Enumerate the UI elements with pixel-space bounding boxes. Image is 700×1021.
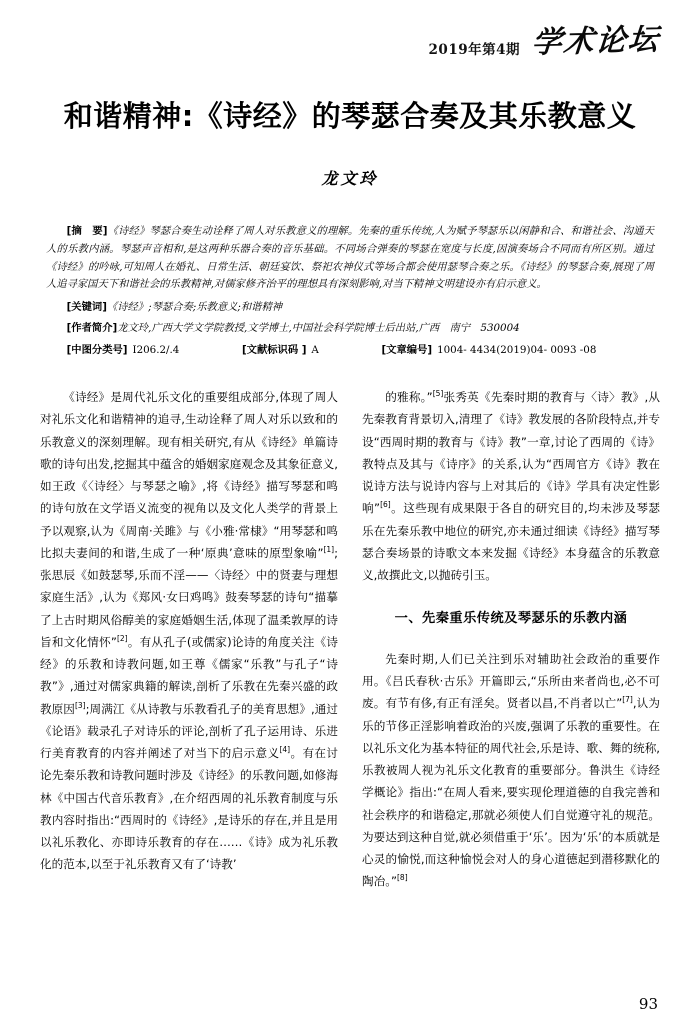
section-heading: 一、先秦重乐传统及琴瑟乐的乐教内涵 bbox=[394, 611, 628, 627]
doc-code-value: A bbox=[311, 344, 319, 357]
author-name: 龙文玲 bbox=[321, 169, 379, 189]
body-text-segment: 张秀英《先秦时期的教育与〈诗〉教》,从先秦教育背景切入,清理了《诗》教发展的各阶段特点,并专设“西周时期的教育与《诗》教”一章,讨论了西周的《诗》教特点及其与《诗序》的关系,认为“西周官方《诗》教在说诗方法与说诗内容与上对其后的《诗》学具有决定性影响” bbox=[362, 390, 660, 516]
clc-group bbox=[46, 342, 179, 360]
title-block bbox=[40, 98, 660, 189]
doc-code-label: [文献标识码 ] bbox=[241, 344, 307, 357]
body-text-segment: 先秦时期,人们已关注到乐对辅助社会政治的重要作用。《吕氏春秋·古乐》开篇即云,“乐所由来者尚也,必不可废。有节有侈,有正有淫矣。贤者以昌,不肖者以亡” bbox=[362, 651, 660, 711]
article-id-label: [文章编号] bbox=[381, 344, 433, 357]
issue-number: 2019年第4期 bbox=[428, 42, 520, 58]
article-id-group bbox=[361, 342, 597, 360]
author-bio-label: [作者简介] bbox=[66, 321, 118, 334]
right-column-paragraph-2 bbox=[362, 648, 660, 893]
reference-marker: [7] bbox=[622, 695, 633, 705]
journal-title: 学术论坛 bbox=[530, 22, 662, 61]
body-text-segment: 《诗经》是周代礼乐文化的重要组成部分,体现了周人对礼乐文化和谐精神的追寻,生动诠释了周人对乐以致和的乐教意义的深刻理解。现有相关研究,有从《诗经》单篇诗歌的诗句出发,挖掘其中蕴含的婚姻家庭观念及其象征意义,如王政《〈诗经〉与琴瑟之喻》,将《诗经》描写琴瑟和鸣的诗句放在文学语义流变的视角以及文化人类学的背景上予以观察,认为《周南·关雎》与《小雅·常棣》“用琴瑟和鸣比拟夫妻间的和谐,生成了一种‘原典’意味的原型象喻” bbox=[40, 390, 338, 560]
keywords-text: 《诗经》;琴瑟合奏;乐教意义;和谐精神 bbox=[106, 301, 283, 314]
page-title: 和谐精神:《诗经》的琴瑟合奏及其乐教意义 bbox=[63, 99, 637, 133]
right-column-paragraph bbox=[362, 386, 660, 586]
page-number: 93 bbox=[638, 995, 658, 1013]
reference-marker: [1] bbox=[323, 545, 335, 555]
clc-label: [中图分类号] bbox=[66, 344, 128, 357]
journal-header bbox=[40, 0, 660, 62]
body-text-segment: 。这些现有成果限于各自的研究目的,均未涉及琴瑟乐在先秦乐教中地位的研究,亦未通过细读《诗经》描写琴瑟合奏场景的诗歌文本来发掘《诗经》本身蕴含的乐教意义,故撰此文,以抛砖引玉。 bbox=[362, 501, 660, 583]
clc-value: I206.2/.4 bbox=[132, 344, 180, 357]
keywords-block bbox=[46, 299, 654, 317]
left-column-paragraph bbox=[40, 386, 338, 876]
reference-marker: [5] bbox=[432, 389, 444, 399]
author-bio-block bbox=[46, 320, 654, 338]
reference-marker: [3] bbox=[74, 700, 86, 710]
abstract-label: [摘 要] bbox=[66, 225, 108, 238]
reference-marker: [4] bbox=[279, 745, 291, 755]
article-id-value: 1004- 4434(2019)04- 0093 -08 bbox=[437, 344, 597, 357]
body-columns bbox=[40, 386, 660, 892]
body-text-segment: 的雅称。” bbox=[385, 390, 433, 405]
doc-code-group bbox=[221, 342, 319, 360]
front-matter bbox=[40, 223, 660, 360]
body-text-segment: ;张思辰《如鼓瑟琴,乐而不淫——〈诗经〉中的贤妻与理想家庭生活》,认为《郑风·女曰鸡鸣》鼓奏琴瑟的诗句“描摹了上古时期风俗醇美的家庭婚姻生活,体现了温柔敦厚的诗旨和文化情怀” bbox=[40, 545, 338, 649]
body-text-segment: ;周满江《从诗教与乐教看孔子的美育思想》,通过《论语》载录孔子对诗乐的评论,剖析了孔子运用诗、乐进行美育教育的内容并阐述了对当下的启示意义 bbox=[40, 701, 338, 761]
classification-codes bbox=[46, 342, 654, 360]
abstract-text: 《诗经》琴瑟合奏生动诠释了周人对乐教意义的理解。先秦的重乐传统,人为赋予琴瑟乐以闲静和合、和谐社会、沟通天人的乐教内涵。琴瑟声音相和,是这两种乐器合奏的音乐基础。不同场合弹奏的琴瑟在宽度与长度,因演奏场合不同而有所区别。通过《诗经》的吟咏,可知周人在婚礼、日常生活、朝廷宴饮、祭祀农神仪式等场合都会使用瑟琴合奏之乐。《诗经》的琴瑟合奏,展现了周人追寻家国天下和谐社会的乐教精神,对儒家修齐治平的理想具有深刻影响,对当下精神文明建设亦有启示意义。 bbox=[46, 225, 654, 291]
body-text-segment: 。有在讨论先秦乐教和诗教问题时涉及《诗经》的乐教问题,如修海林《中国古代音乐教育》,在介绍西周的礼乐教育制度与乐教内容时指出:“西周时的《诗经》,是诗乐的存在,并且是用以礼乐教化、亦即诗乐教育的存在……《诗》成为礼乐教化的范本,以至于礼乐教育又有了‘诗教’ bbox=[40, 746, 338, 872]
body-text-segment: 。有从孔子(或儒家)论诗的角度关注《诗经》的乐教和诗教问题,如王尊《儒家“乐教”与孔子“诗教”》,通过对儒家典籍的解读,剖析了乐教在先秦兴盛的政教原因 bbox=[40, 634, 338, 716]
right-column bbox=[362, 386, 660, 892]
reference-marker: [6] bbox=[380, 500, 391, 510]
author-bio-text: 龙文玲,广西大学文学院教授,文学博士,中国社会科学院博士后出站,广西 南宁 530004 bbox=[117, 321, 520, 334]
body-text-segment: ,认为乐的节侈正淫影响着政治的兴废,强调了乐教的重要性。在以礼乐文化为基本特征的周代社会,乐是诗、歌、舞的统称,乐教被周人视为礼乐文化教育的重要部分。鲁洪生《诗经学概论》指出:“在周人看来,要实现伦理道德的自我完善和社会秩序的和谐稳定,那就必须使人们自觉遵守礼的规范。为要达到这种自觉,就必须借重于‘乐’。因为‘乐’的本质就是心灵的愉悦,而这种愉悦会对人的身心道德起到潜移默化的陶冶。” bbox=[362, 696, 660, 889]
left-column bbox=[40, 386, 338, 892]
reference-marker: [8] bbox=[397, 873, 408, 883]
reference-marker: [2] bbox=[116, 634, 128, 644]
keywords-label: [关键词] bbox=[66, 301, 107, 314]
abstract-block bbox=[46, 223, 654, 294]
